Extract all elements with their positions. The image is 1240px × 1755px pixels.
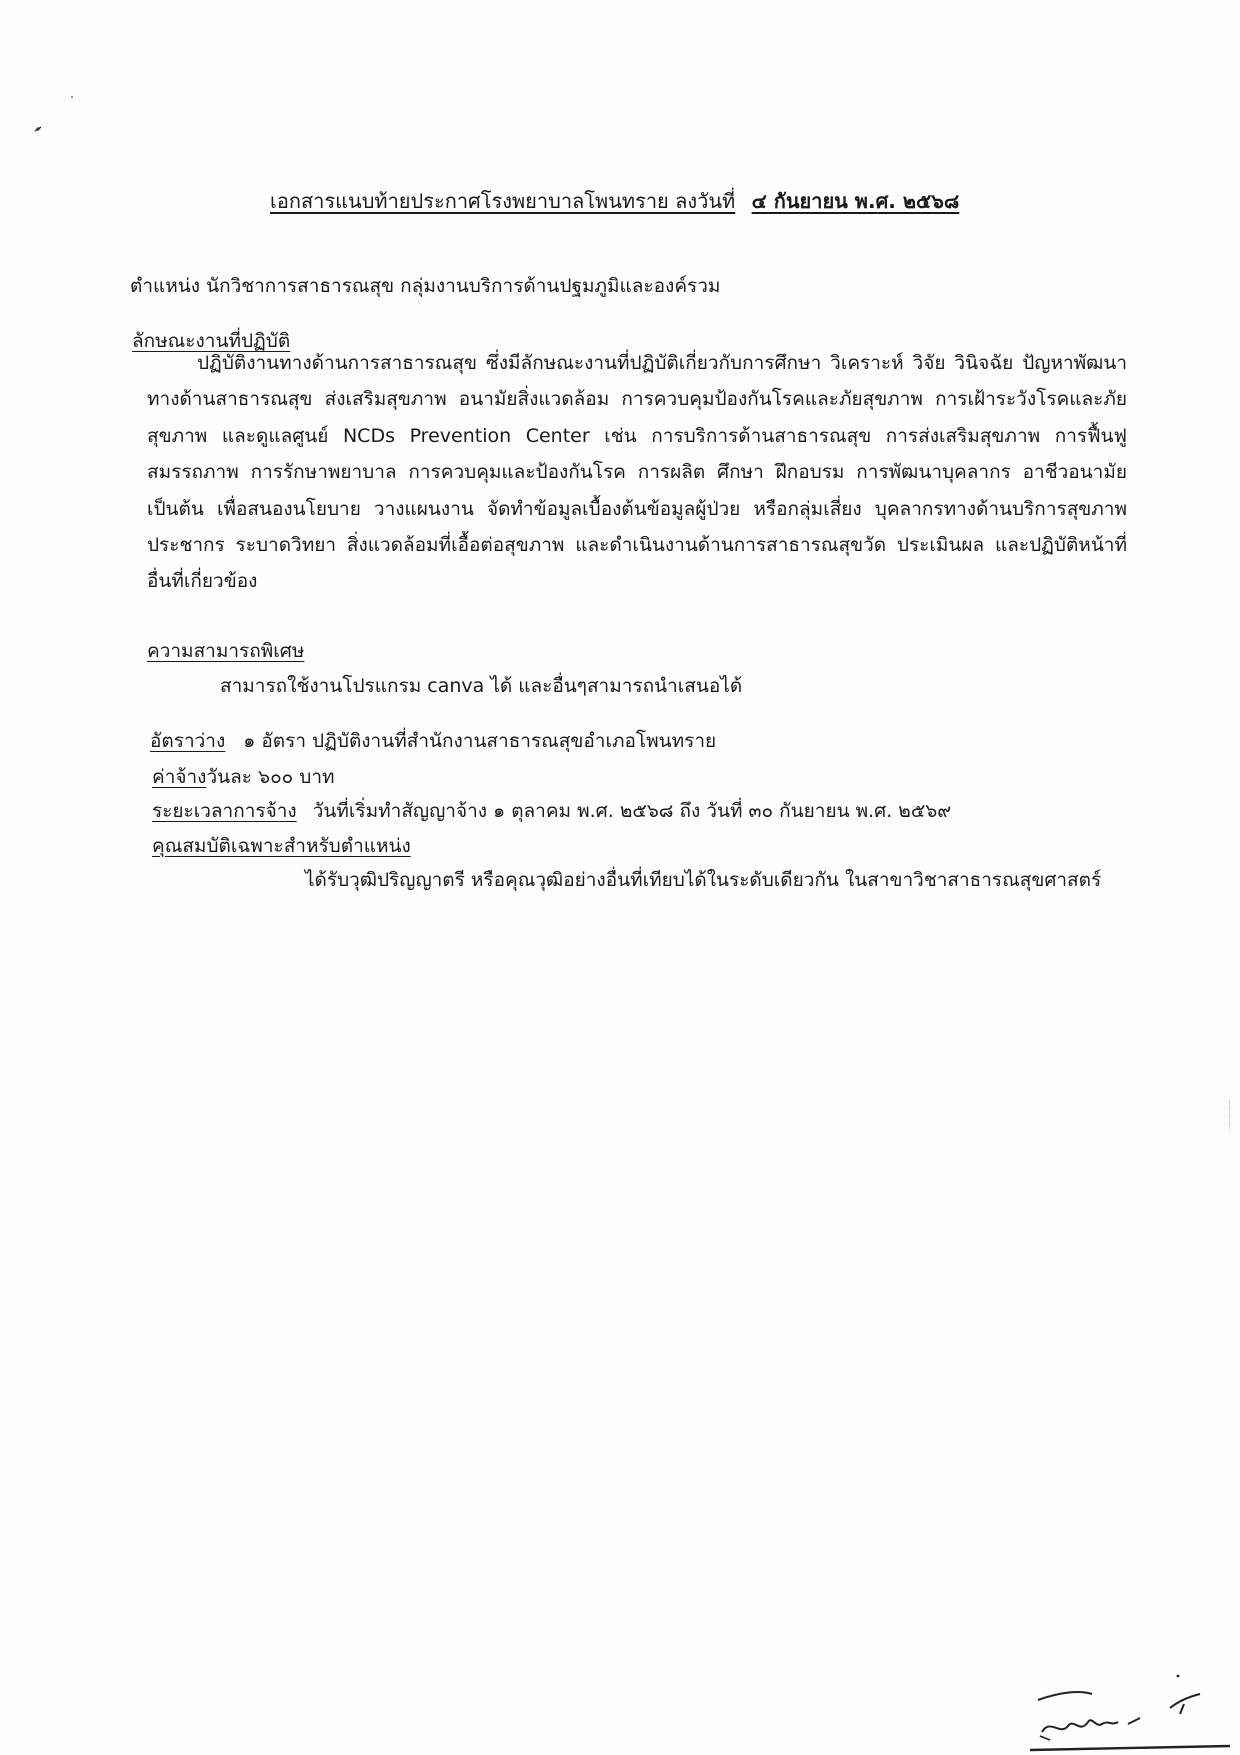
special-ability-label: ความสามารถพิเศษ (147, 640, 305, 662)
qualification-label: คุณสมบัติเฉพาะสำหรับตำแหน่ง (152, 835, 411, 857)
special-ability-text: สามารถใช้งานโปรแกรม canva ได้ และอื่นๆสามารถนำเสนอได้ (220, 675, 743, 697)
period-row (152, 797, 951, 825)
period-text: วันที่เริ่มทำสัญญาจ้าง ๑ ตุลาคม พ.ศ. ๒๕๖๘ ถึง วันที่ ๓๐ กันยายน พ.ศ. ๒๕๖๙ (312, 800, 952, 822)
scan-edge-marks (1229, 1100, 1232, 1130)
vacancy-text: ๑ อัตรา ปฏิบัติงานที่สำนักงานสาธารณสุขอำเภอโพนทราย (243, 730, 717, 752)
wage-text: วันละ ๖๐๐ บาท (206, 766, 335, 788)
qualification-text: ได้รับวุฒิปริญญาตรี หรือคุณวุฒิอย่างอื่นที่เทียบได้ในระดับเดียวกัน ในสาขาวิชาสาธารณสุขศาสตร์ (305, 869, 1102, 891)
heading-text: เอกสารแนบท้ายประกาศโรงพยาบาลโพนทราย ลงวันที่ (270, 189, 736, 213)
duties-paragraph: ปฏิบัติงานทางด้านการสาธารณสุข ซึ่งมีลักษณะงานที่ปฏิบัติเกี่ยวกับการศึกษา วิเคราะห์ วิจัย วินิจฉัย ปัญหาพัฒนาทางด้านสาธารณสุข ส่งเสริมสุขภาพ อนามัยสิ่งแวดล้อม การควบคุมป้องกันโรคและภัยสุขภาพ การเฝ้าระวังโรคและภัยสุขภาพ และดูแลศูนย์ NCDs Prevention Center เช่น การบริการด้านสาธารณสุข การส่งเสริมสุขภาพ การฟื้นฟูสมรรถภาพ การรักษาพยาบาล การควบคุมและป้องกันโรค การผลิต ศึกษา ฝึกอบรม การพัฒนาบุคลากร อาชีวอนามัย เป็นต้น เพื่อสนองนโยบาย วางแผนงาน จัดทำข้อมูลเบื้องต้นข้อมูลผู้ป่วย หรือกลุ่มเสี่ยง บุคลากรทางด้านบริการสุขภาพ ประชากร ระบาดวิทยา สิ่งแวดล้อมที่เอื้อต่อสุขภาพ และดำเนินงานด้านการสาธารณสุขวัด ประเมินผล และปฏิบัติหน้าที่อื่นที่เกี่ยวข้อง (147, 352, 1127, 593)
vacancy-label: อัตราว่าง (150, 730, 226, 752)
signature (1030, 1670, 1230, 1755)
position-line: ตำแหน่ง นักวิชาการสาธารณสุข กลุ่มงานบริการด้านปฐมภูมิและองค์รวม (130, 275, 721, 297)
period-label: ระยะเวลาการจ้าง (152, 800, 297, 822)
vacancy-row (150, 727, 716, 755)
scan-specks (30, 85, 90, 145)
duties-label: ลักษณะงานที่ปฏิบัติ (132, 330, 291, 352)
wage-label: ค่าจ้าง (152, 766, 207, 788)
heading-date: ๔ กันยายน พ.ศ. ๒๕๖๘ (751, 189, 960, 213)
wage-row (152, 763, 335, 791)
document-heading (270, 186, 970, 216)
